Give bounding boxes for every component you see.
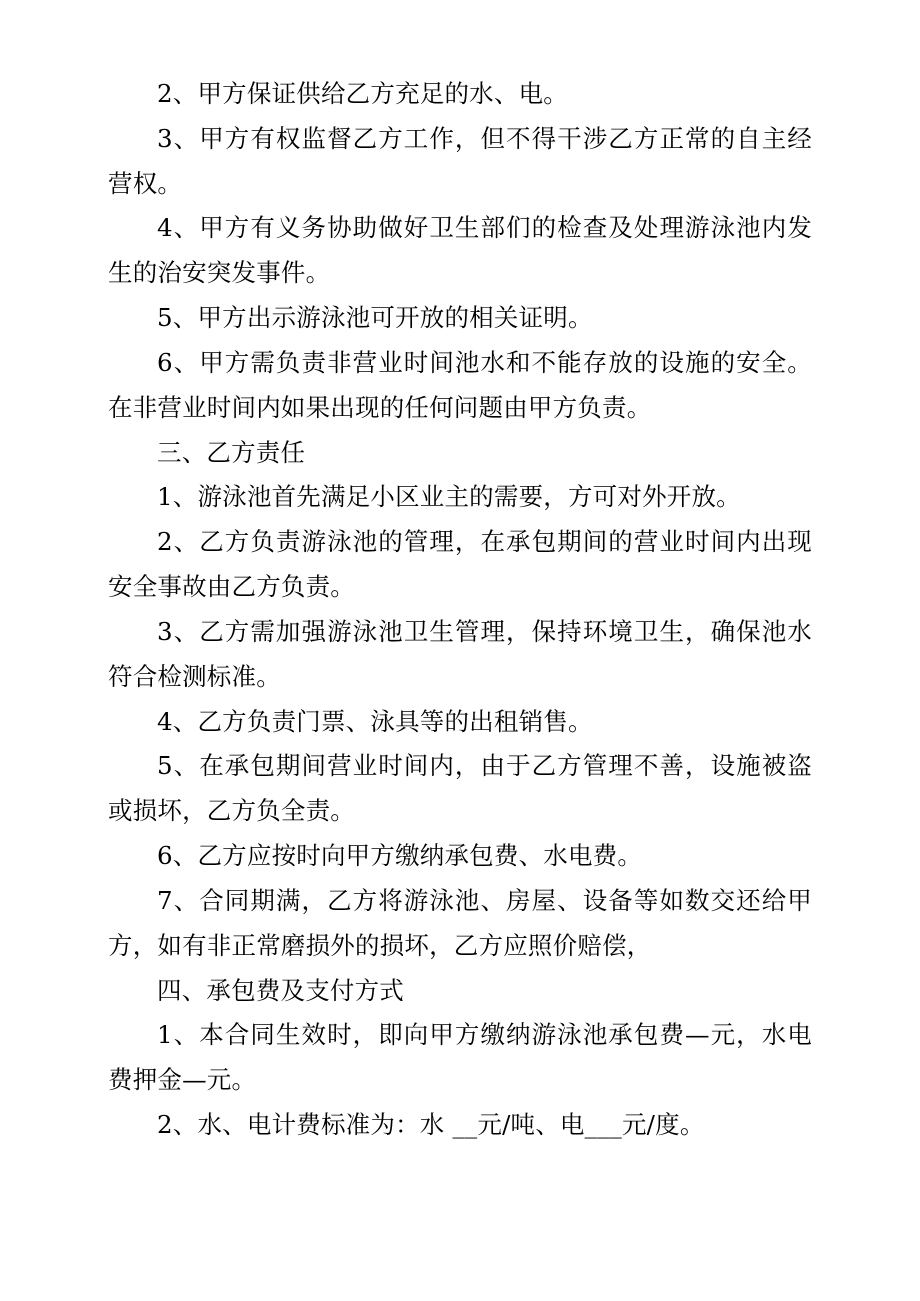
paragraph: 3、乙方需加强游泳池卫生管理，保持环境卫生，确保池水符合检测标准。 (108, 616, 812, 691)
section-heading: 四、承包费及支付方式 (157, 975, 404, 1005)
paragraph: 6、乙方应按时向甲方缴纳承包费、水电费。 (157, 841, 643, 871)
paragraph: 6、甲方需负责非营业时间池水和不能存放的设施的安全。在非营业时间内如果出现的任何问题由甲方负责。 (108, 347, 812, 422)
paragraph: 2、水、电计费标准为：水 __元/吨、电___元/度。 (157, 1110, 705, 1140)
document-body (108, 72, 812, 1148)
paragraph: 5、在承包期间营业时间内，由于乙方管理不善，设施被盗或损坏，乙方负全责。 (108, 751, 812, 826)
paragraph: 1、本合同生效时，即向甲方缴纳游泳池承包费—元，水电费押金—元。 (108, 1020, 812, 1095)
paragraph: 7、合同期满，乙方将游泳池、房屋、设备等如数交还给甲方，如有非正常磨损外的损坏，乙方应照价赔偿， (108, 885, 812, 960)
paragraph: 4、乙方负责门票、泳具等的出租销售。 (157, 706, 593, 736)
paragraph: 2、甲方保证供给乙方充足的水、电。 (157, 79, 568, 108)
paragraph: 4、甲方有义务协助做好卫生部们的检查及处理游泳池内发生的治安突发事件。 (108, 213, 812, 288)
paragraph: 5、甲方出示游泳池可开放的相关证明。 (157, 303, 593, 333)
paragraph: 2、乙方负责游泳池的管理，在承包期间的营业时间内出现安全事故由乙方负责。 (108, 527, 812, 602)
section-heading: 三、乙方责任 (157, 437, 306, 467)
paragraph: 3、甲方有权监督乙方工作，但不得干涉乙方正常的自主经营权。 (108, 123, 812, 198)
paragraph: 1、游泳池首先满足小区业主的需要，方可对外开放。 (157, 482, 741, 512)
